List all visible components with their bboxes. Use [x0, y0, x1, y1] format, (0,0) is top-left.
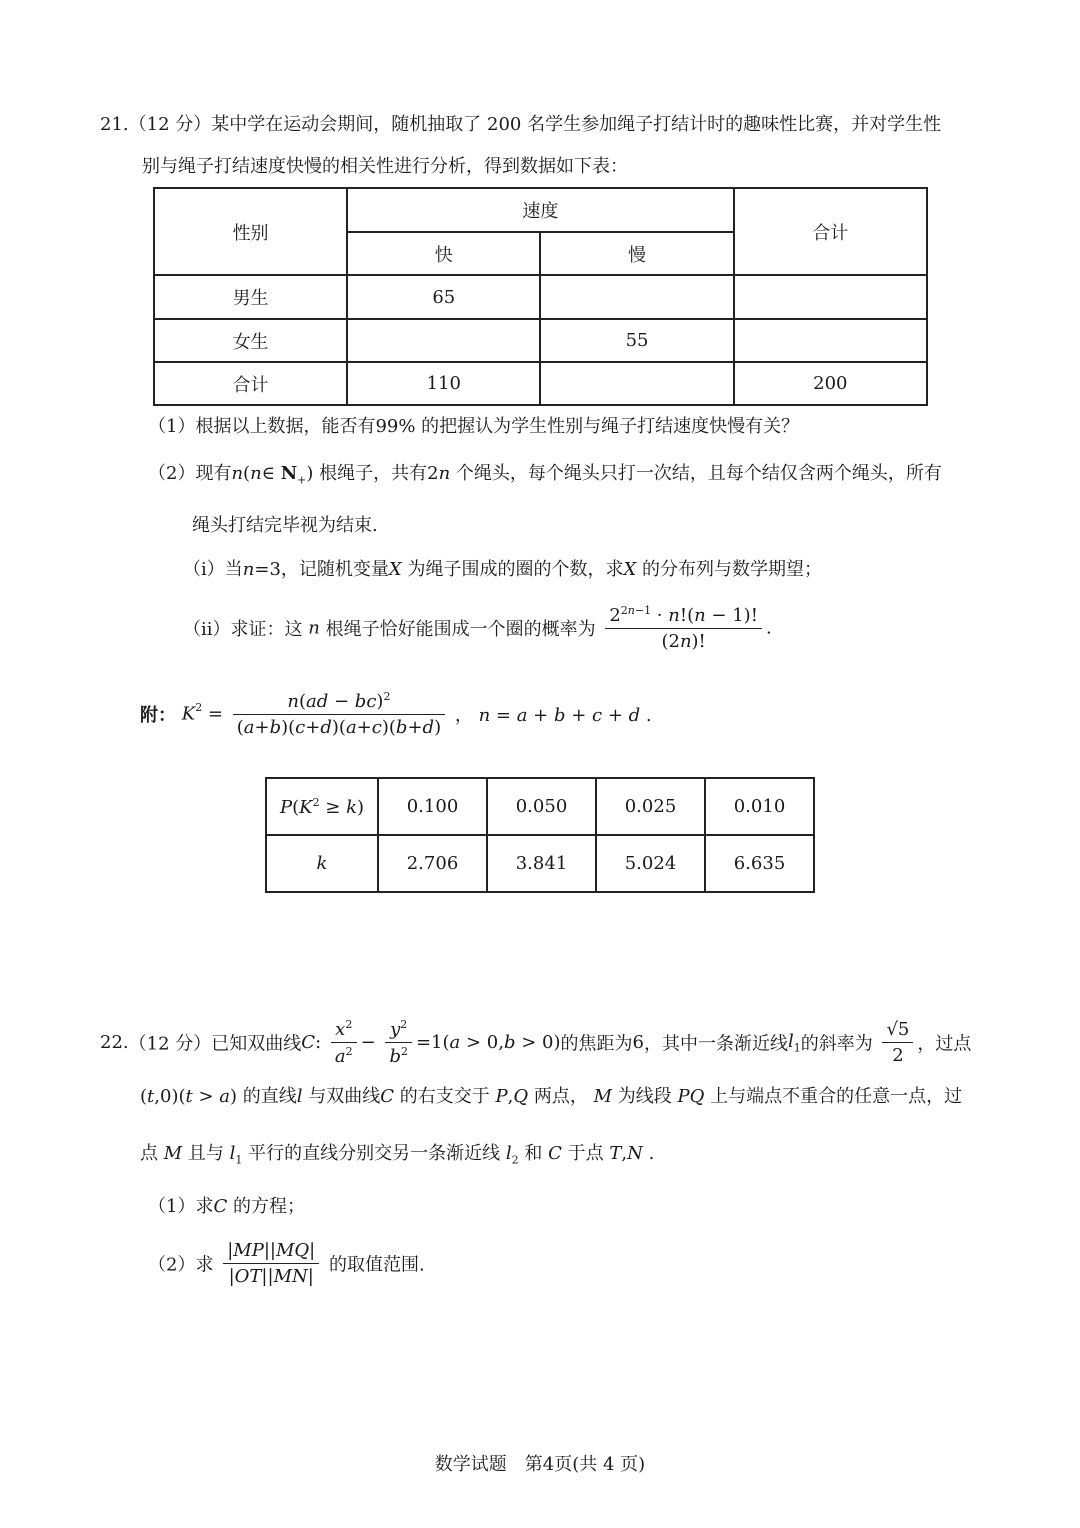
q21-line1: [100, 114, 941, 136]
table-row: [154, 275, 927, 319]
cell-slow: 55: [540, 319, 733, 362]
q22-line2-a: 的直线: [242, 1086, 297, 1107]
q22-line3-e: 于点: [567, 1143, 604, 1164]
p-label: $P(K^2 \ge k)$: [266, 778, 378, 835]
q22-part2: [148, 1240, 425, 1287]
header-speed: 速度: [347, 188, 734, 232]
q22-line2-c: 的右支交于: [399, 1086, 490, 1107]
q22-line3-b: 且与: [187, 1143, 224, 1164]
q22-line3-d: 和: [524, 1143, 543, 1164]
q21-intro-2: 别与绳子打结速度快慢的相关性进行分析，得到数据如下表：: [142, 156, 628, 177]
q22-line2-d: 两点，: [533, 1086, 588, 1107]
q21-part2-line2: [192, 515, 378, 537]
ratio-fraction: $\frac{|MP||MQ|}{|OT||MN|}$: [223, 1240, 319, 1287]
q22-line2-f: 上与端点不重合的任意一点，过: [710, 1086, 963, 1107]
q22-line1-d: 的斜率为: [800, 1033, 873, 1055]
k-value: 2.706: [378, 835, 487, 892]
p-value: 0.025: [596, 778, 705, 835]
x-term-fraction: $\frac{x^2}{a^2}$: [331, 1018, 357, 1067]
cell-total: [734, 275, 927, 319]
cell-fast: 110: [347, 362, 540, 405]
q21-part2-ii-a: （ii）求证：这: [183, 619, 303, 640]
q21-part2-i-b: ，记随机变量: [280, 559, 389, 580]
cell-fast: [347, 319, 540, 362]
header-fast: 快: [347, 232, 540, 275]
q21-part1: [148, 416, 799, 438]
q21-part2-b: 根绳子，共有: [319, 463, 428, 484]
p-value: 0.050: [487, 778, 596, 835]
q22-line1-a: 已知双曲线: [211, 1033, 302, 1055]
cell-slow: [540, 362, 733, 405]
k-value: 3.841: [487, 835, 596, 892]
cell-fast: 65: [347, 275, 540, 319]
q22-score: （12 分）: [128, 1033, 212, 1055]
probability-fraction: $\frac{2^{2n-1} \cdot n!(n - 1)!}{(2n)!}$: [605, 604, 762, 652]
q22-line3-a: 点: [140, 1143, 158, 1164]
table-row: [154, 319, 927, 362]
chi-square-fraction: $\frac{n(ad - bc)^2}{(a+b)(c+d)(a+c)(b+d)}$: [233, 690, 445, 738]
cell-total: [734, 319, 927, 362]
appendix-label: 附：: [140, 705, 176, 726]
q21-score: （12 分）: [128, 114, 212, 135]
row-label: 合计: [154, 362, 347, 405]
q21-part2-i-c: 为绳子围成的圈的个数，求: [407, 559, 624, 580]
q21-part2-i-a: （i）当: [183, 559, 243, 580]
p-value: 0.100: [378, 778, 487, 835]
q22-line2-b: 与双曲线: [308, 1086, 381, 1107]
critical-value-table: [265, 777, 815, 893]
row-label: 女生: [154, 319, 347, 362]
q22-line3-c: 平行的直线分别交另一条渐近线: [248, 1143, 501, 1164]
header-slow: 慢: [540, 232, 733, 275]
q21-intro-1: 某中学在运动会期间，随机抽取了 200 名学生参加绳子打结计时的趣味性比赛，并对学生性: [211, 114, 942, 135]
table-row: [154, 362, 927, 405]
k-label: k: [266, 835, 378, 892]
p-value: 0.010: [705, 778, 814, 835]
q21-number: 21.: [100, 114, 129, 135]
q22-part1-a: （1）求: [148, 1196, 214, 1217]
q21-part2-ii-b: 根绳子恰好能围成一个圈的概率为: [325, 619, 596, 640]
k-value: 6.635: [705, 835, 814, 892]
header-total: 合计: [734, 188, 927, 275]
q22-line1-e: ，过点: [917, 1033, 972, 1055]
q21-part2-a: （2）现有: [148, 463, 232, 484]
slope-fraction: $\frac{√5}{2}$: [882, 1019, 913, 1066]
q21-part2-ii: （ii）求证：这 n 根绳子恰好能围成一个圈的概率为 $\frac{2^{2n-1} \cdot n!(n - 1)!}{(2n)!}$ .: [183, 604, 772, 652]
q21-line2: [142, 156, 628, 178]
y-term-fraction: $\frac{y^2}{b^2}$: [385, 1018, 412, 1067]
q22-number: 22.: [100, 1032, 129, 1053]
q21-part2-line2-text: 绳头打结完毕视为结束.: [192, 515, 378, 536]
q22-line1-b: 的焦距为: [560, 1033, 633, 1055]
gender-speed-table: [153, 187, 928, 406]
q22-focal-length: 6: [632, 1032, 644, 1053]
q22-part1-b: 的方程；: [232, 1196, 305, 1217]
q21-part2-i: （i）当n=3，记随机变量X 为绳子围成的圈的个数，求X 的分布列与数学期望；: [183, 559, 823, 580]
appendix-formula: 附： $K^2$ = $\frac{n(ad - bc)^2}{(a+b)(c+d)(a+c)(b+d)}$ ， n = a + b + c + d .: [140, 690, 652, 738]
cell-slow: [540, 275, 733, 319]
q21-part2-i-d: 的分布列与数学期望；: [642, 559, 823, 580]
k-value: 5.024: [596, 835, 705, 892]
q22-line2-e: 为线段: [617, 1086, 672, 1107]
q22-part2-a: （2）求: [148, 1254, 214, 1276]
page-footer: 数学试题 第4页(共 4 页): [434, 1454, 646, 1475]
q22-line1-c: ，其中一条渐近线: [643, 1033, 788, 1055]
q21-part2-line1: （2）现有n(n∈ $N_+$) 根绳子，共有2n 个绳头，每个绳头只打一次结，且每个结仅含两个绳头，所有: [148, 463, 942, 487]
q22-line2: (t,0)(t > a) 的直线l 与双曲线C 的右支交于 P,Q 两点， M 为线段 PQ 上与端点不重合的任意一点，过: [140, 1086, 963, 1107]
row-label: 男生: [154, 275, 347, 319]
q21-part2-c: 个绳头，每个绳头只打一次结，且每个结仅含两个绳头，所有: [455, 463, 942, 484]
header-gender: 性别: [154, 188, 347, 275]
cell-total: 200: [734, 362, 927, 405]
q22-line3: 点 M 且与 $l_1$ 平行的直线分别交另一条渐近线 $l_2$ 和 C 于点 T,N .: [140, 1143, 655, 1167]
q22-part1: （1）求C 的方程；: [148, 1196, 305, 1217]
q21-part1-text: （1）根据以上数据，能否有99% 的把握认为学生性别与绳子打结速度快慢有关？: [148, 416, 800, 437]
q22-line1: 22.（12 分）已知双曲线C: $\frac{x^2}{a^2}$ − $\frac{y^2}{b^2}$ =1(a > 0,b > 0)的焦距为6，其中一条渐近线$l_1$的斜率为 $\frac{√5}{2}$ ，过点: [100, 1018, 972, 1067]
q22-part2-b: 的取值范围.: [328, 1254, 425, 1276]
